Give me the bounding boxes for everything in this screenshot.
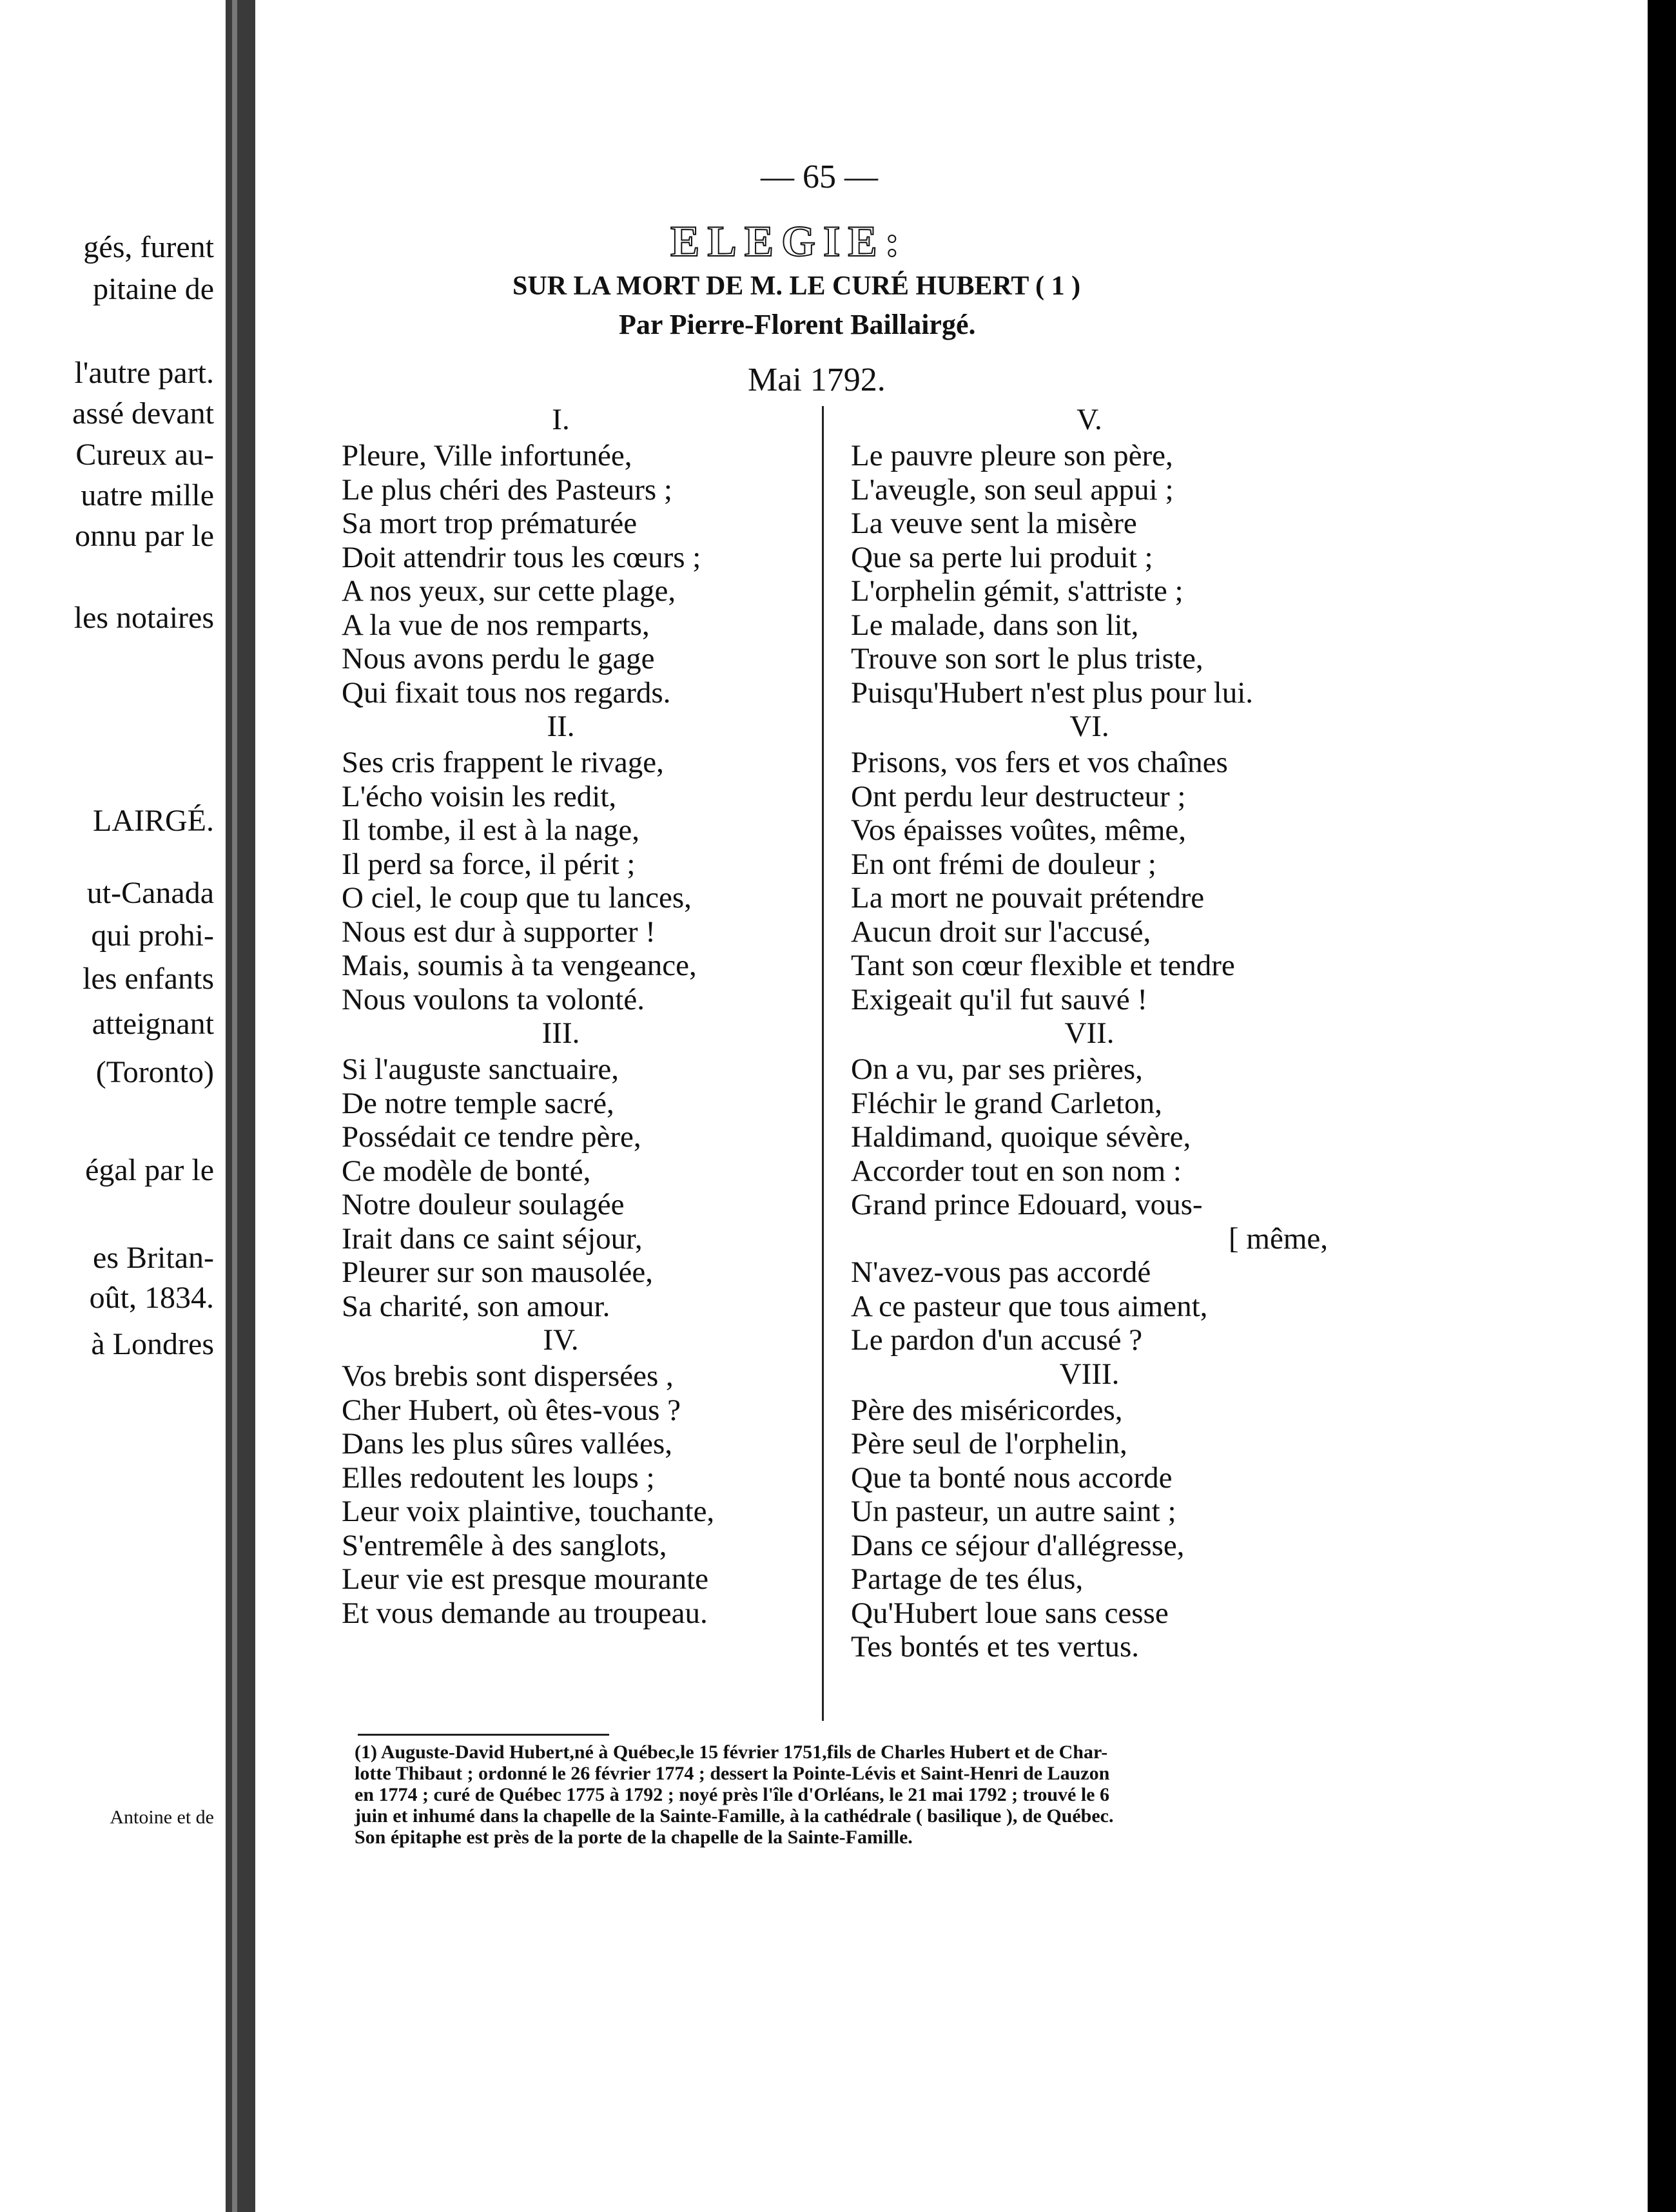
verse-line: En ont frémi de douleur ;: [851, 847, 1156, 881]
verse-line: Pleurer sur son mausolée,: [342, 1256, 653, 1289]
stanza-number: VII.: [1064, 1016, 1115, 1050]
verse-line: La veuve sent la misère: [851, 507, 1137, 540]
verse-line: Le pardon d'un accusé ?: [851, 1323, 1143, 1357]
verse-line: Trouve son sort le plus triste,: [851, 642, 1203, 675]
verse-line: A ce pasteur que tous aiment,: [851, 1289, 1208, 1323]
footnote-line: (1) Auguste-David Hubert,né à Québec,le 15 février 1751,fils de Charles Hubert et de Char-: [355, 1741, 1108, 1763]
facing-text-line: oût, 1834.: [89, 1281, 214, 1315]
stanza-number: VIII.: [1059, 1357, 1120, 1391]
scan-edge: [1648, 0, 1676, 2212]
footnote: [355, 1741, 1114, 1848]
footnote-line: en 1774 ; curé de Québec 1775 à 1792 ; noyé près l'île d'Orléans, le 21 mai 1792 ; trouvé le 6: [355, 1784, 1109, 1805]
poem-author: Par Pierre-Florent Baillairgé.: [619, 309, 976, 340]
facing-text-line: LAIRGÉ.: [93, 804, 214, 838]
verse-line: Nous est dur à supporter !: [342, 915, 656, 949]
verse-line: Et vous demande au troupeau.: [342, 1596, 708, 1630]
verse-line: O ciel, le coup que tu lances,: [342, 881, 692, 915]
facing-text-line: ut-Canada: [86, 876, 214, 910]
facing-text-line: gés, furent: [83, 230, 214, 264]
footnote-line: juin et inhumé dans la chapelle de la Sainte-Famille, à la cathédrale ( basilique ), de Québec.: [355, 1805, 1114, 1827]
facing-text-line: à Londres: [91, 1327, 214, 1361]
facing-text-line: assé devant: [72, 396, 214, 431]
verse-line: Notre douleur soulagée: [342, 1188, 625, 1221]
facing-text-line: qui prohi-: [91, 918, 214, 953]
page-number: — 65 —: [761, 159, 878, 195]
stanza-number: II.: [547, 710, 575, 743]
stanza-number: VI.: [1069, 710, 1109, 743]
poem-subtitle: SUR LA MORT DE M. LE CURÉ HUBERT ( 1 ): [512, 271, 1081, 301]
verse-line: Père des miséricordes,: [851, 1393, 1123, 1427]
verse-line: Le malade, dans son lit,: [851, 608, 1139, 642]
facing-text-line: l'autre part.: [74, 356, 214, 390]
facing-text-line: Cureux au-: [75, 438, 214, 472]
verse-line: Haldimand, quoique sévère,: [851, 1120, 1191, 1154]
book-spine: [226, 0, 255, 2212]
footnote-line: lotte Thibaut ; ordonné le 26 février 1774 ; dessert la Pointe-Lévis et Saint-Henri de Lauzon: [355, 1763, 1110, 1784]
verse-line: A la vue de nos remparts,: [342, 608, 650, 642]
column-divider: [822, 406, 824, 1721]
verse-line: [ même,: [1229, 1221, 1328, 1256]
poem-date: Mai 1792.: [748, 362, 886, 398]
verse-line: Cher Hubert, où êtes-vous ?: [342, 1393, 681, 1427]
verse-line: S'entremêle à des sanglots,: [342, 1528, 667, 1562]
verse-line: Aucun droit sur l'accusé,: [851, 915, 1151, 949]
facing-text-line: onnu par le: [75, 519, 214, 553]
left-column: [342, 403, 780, 1630]
verse-line: Accorder tout en son nom :: [851, 1154, 1182, 1188]
facing-text-line: uatre mille: [81, 478, 214, 512]
verse-line: Fléchir le grand Carleton,: [851, 1086, 1162, 1120]
verse-line: Que sa perte lui produit ;: [851, 540, 1153, 574]
verse-line: Vos épaisses voûtes, même,: [851, 813, 1186, 847]
facing-text-line: es Britan-: [93, 1241, 214, 1275]
verse-line: On a vu, par ses prières,: [851, 1053, 1143, 1086]
verse-line: Leur voix plaintive, touchante,: [342, 1495, 715, 1528]
verse-line: A nos yeux, sur cette plage,: [342, 574, 676, 608]
verse-line: Dans ce séjour d'allégresse,: [851, 1528, 1185, 1562]
stanza-number: V.: [1077, 403, 1102, 436]
verse-line: Dans les plus sûres vallées,: [342, 1427, 672, 1460]
verse-line: Puisqu'Hubert n'est plus pour lui.: [851, 675, 1254, 710]
verse-line: Elles redoutent les loups ;: [342, 1460, 655, 1495]
verse-line: L'écho voisin les redit,: [342, 779, 617, 813]
right-column: [851, 403, 1328, 1664]
facing-text-line: Antoine et de: [110, 1807, 214, 1828]
verse-line: Qui fixait tous nos regards.: [342, 675, 671, 710]
facing-text-line: égal par le: [85, 1153, 214, 1187]
verse-line: Tant son cœur flexible et tendre: [851, 949, 1235, 982]
verse-line: Père seul de l'orphelin,: [851, 1427, 1127, 1460]
facing-page-fragment: [0, 0, 226, 2212]
verse-line: Sa mort trop prématurée: [342, 507, 638, 540]
footnote-rule: [358, 1734, 609, 1736]
footnote-line: Son épitaphe est près de la porte de la chapelle de la Sainte-Famille.: [355, 1827, 913, 1848]
verse-line: Grand prince Edouard, vous-: [851, 1188, 1203, 1221]
verse-line: Il perd sa force, il périt ;: [342, 847, 636, 881]
verse-line: Irait dans ce saint séjour,: [342, 1221, 643, 1256]
verse-line: L'aveugle, son seul appui ;: [851, 472, 1174, 507]
verse-line: Il tombe, il est à la nage,: [342, 813, 640, 847]
verse-line: Tes bontés et tes vertus.: [851, 1630, 1140, 1664]
verse-line: Exigeait qu'il fut sauvé !: [851, 982, 1148, 1016]
verse-line: Nous voulons ta volonté.: [342, 982, 645, 1016]
verse-line: Un pasteur, un autre saint ;: [851, 1495, 1176, 1528]
verse-line: Leur vie est presque mourante: [342, 1562, 709, 1596]
poem-title: ELEGIE:: [670, 217, 908, 266]
verse-line: Qu'Hubert loue sans cesse: [851, 1596, 1169, 1630]
verse-line: Sa charité, son amour.: [342, 1289, 610, 1323]
facing-text-line: les notaires: [73, 601, 214, 635]
verse-line: N'avez-vous pas accordé: [851, 1256, 1151, 1289]
facing-text-line: (Toronto): [95, 1055, 214, 1089]
verse-line: Nous avons perdu le gage: [342, 642, 655, 675]
stanza-number: III.: [541, 1016, 580, 1050]
verse-line: Si l'auguste sanctuaire,: [342, 1053, 619, 1086]
verse-line: Ce modèle de bonté,: [342, 1154, 591, 1188]
verse-line: Possédait ce tendre père,: [342, 1120, 641, 1154]
verse-line: Doit attendrir tous les cœurs ;: [342, 540, 701, 574]
verse-line: La mort ne pouvait prétendre: [851, 881, 1205, 915]
stanza-number: I.: [552, 403, 570, 436]
facing-text-line: les enfants: [83, 962, 214, 996]
verse-line: Mais, soumis à ta vengeance,: [342, 949, 697, 982]
verse-line: Ses cris frappent le rivage,: [342, 746, 664, 779]
verse-line: L'orphelin gémit, s'attriste ;: [851, 574, 1184, 608]
verse-line: De notre temple sacré,: [342, 1086, 614, 1120]
verse-line: Ont perdu leur destructeur ;: [851, 779, 1186, 813]
verse-line: Pleure, Ville infortunée,: [342, 439, 632, 472]
verse-line: Vos brebis sont dispersées ,: [342, 1359, 674, 1393]
stanza-number: IV.: [543, 1323, 579, 1357]
verse-line: Prisons, vos fers et vos chaînes: [851, 746, 1228, 779]
verse-line: Le pauvre pleure son père,: [851, 439, 1173, 472]
verse-line: Partage de tes élus,: [851, 1562, 1084, 1596]
verse-line: Que ta bonté nous accorde: [851, 1460, 1173, 1495]
facing-text-line: pitaine de: [93, 272, 214, 306]
facing-text-line: atteignant: [92, 1007, 214, 1041]
verse-line: Le plus chéri des Pasteurs ;: [342, 472, 672, 507]
